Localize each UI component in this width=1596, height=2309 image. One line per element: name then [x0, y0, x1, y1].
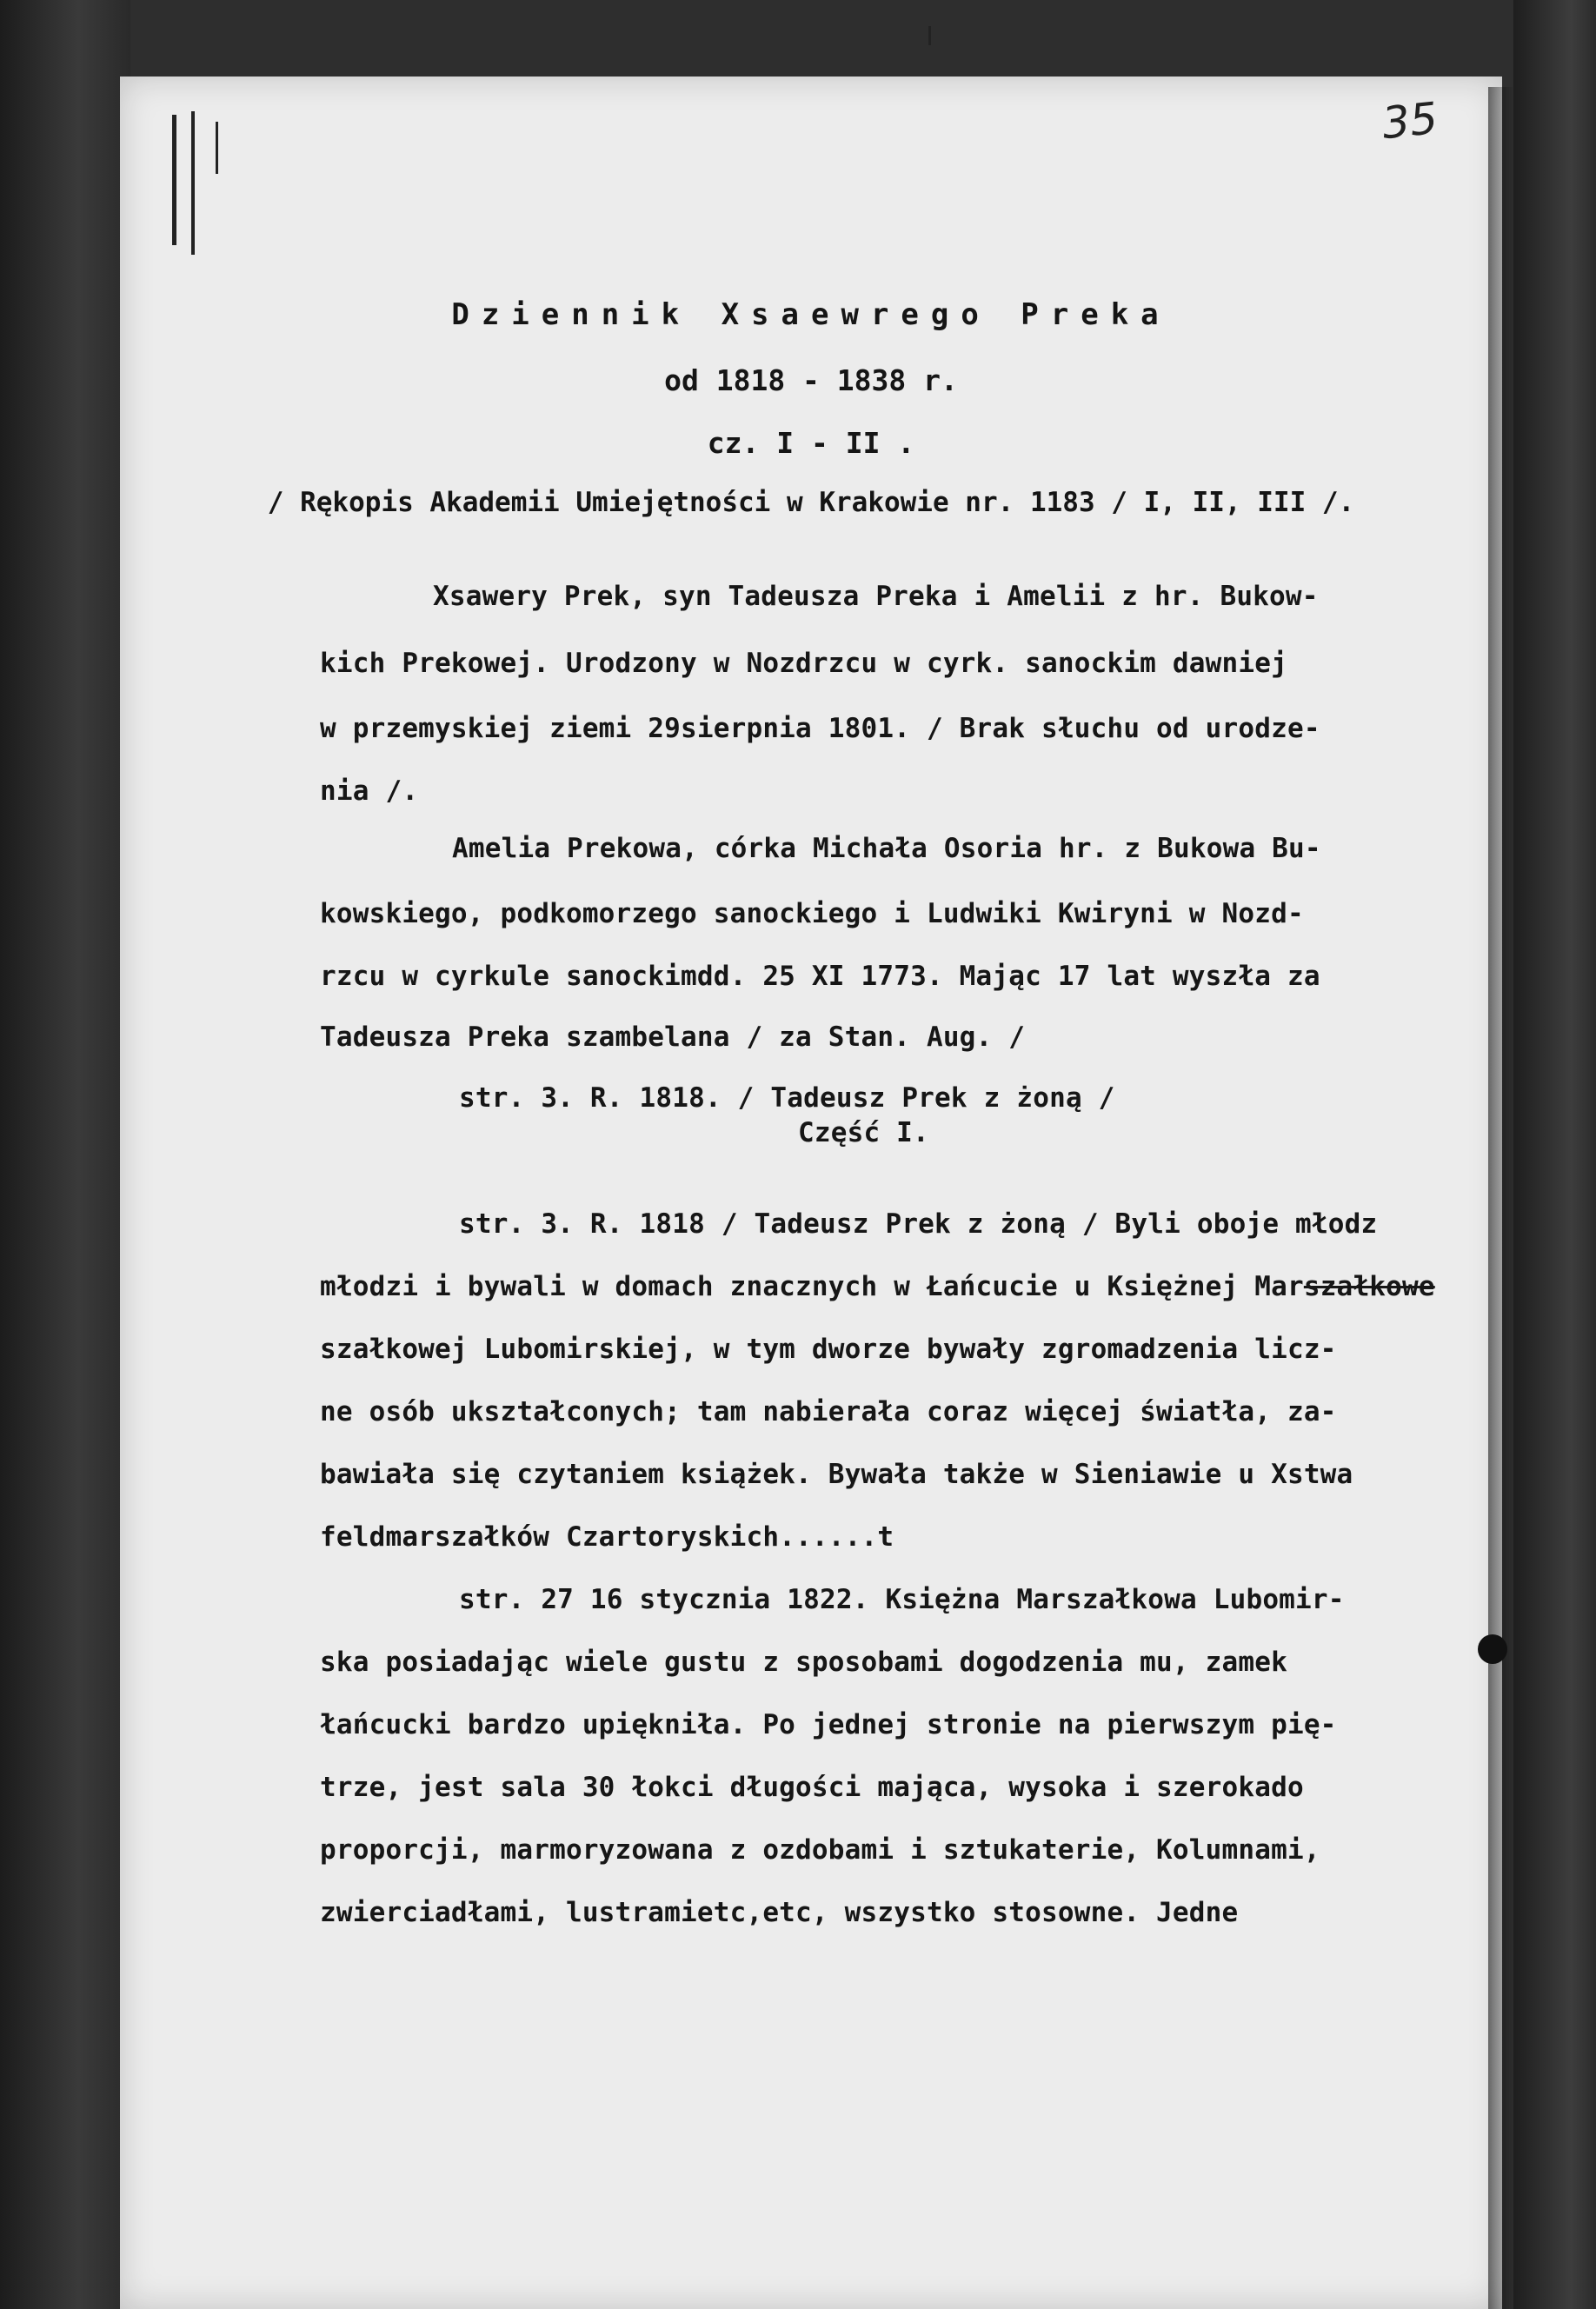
text-line: zwierciadłami, lustramietc,etc, wszystko stosowne. Jedne: [320, 1897, 1239, 1928]
document-page: [120, 77, 1502, 2309]
margin-mark: [928, 26, 931, 45]
margin-mark: [216, 122, 218, 174]
document-source: / Rękopis Akademii Umiejętności w Krakowie nr. 1183 / I, II, III /.: [267, 487, 1355, 518]
text-line: feldmarszałków Czartoryskich......t: [320, 1521, 894, 1553]
text-line: szałkowej Lubomirskiej, w tym dworze bywały zgromadzenia licz-: [320, 1334, 1337, 1365]
margin-mark: [191, 111, 195, 255]
scan-dark-border-right: [1513, 0, 1596, 2309]
text-line: trze, jest sala 30 łokci długości mająca, wysoka i szerokado: [320, 1772, 1304, 1803]
text-line: [320, 1271, 1435, 1302]
text-line: w przemyskiej ziemi 29sierpnia 1801. / Brak słuchu od urodze-: [320, 713, 1320, 744]
text-line: ska posiadając wiele gustu z sposobami dogodzenia mu, zamek: [320, 1647, 1287, 1678]
scan-dark-border-left: [0, 0, 130, 2309]
text-line: str. 27 16 stycznia 1822. Księżna Marszałkowa Lubomir-: [459, 1584, 1345, 1615]
text-line: kowskiego, podkomorzego sanockiego i Ludwiki Kwiryni w Nozd-: [320, 898, 1304, 929]
ink-blot: [1478, 1634, 1507, 1664]
text-line-part: młodzi i bywali w domach znacznych w Łańcucie u Księżnej Mar: [320, 1271, 1304, 1302]
text-line: bawiała się czytaniem książek. Bywała także w Sieniawie u Xstwa: [320, 1459, 1353, 1490]
struck-text: szałkowe: [1303, 1271, 1435, 1302]
text-line: proporcji, marmoryzowana z ozdobami i sztukaterie, Kolumnami,: [320, 1834, 1320, 1866]
text-line: łańcucki bardzo upiękniła. Po jednej stronie na pierwszym pię-: [320, 1709, 1337, 1740]
text-line: Xsawery Prek, syn Tadeusza Preka i Amelii z hr. Bukow-: [433, 581, 1319, 612]
margin-mark: [172, 115, 176, 245]
page-number: 35: [1380, 92, 1440, 150]
document-title: Dziennik Xsaewrego Preka: [451, 297, 1171, 332]
text-line: str. 3. R. 1818 / Tadeusz Prek z żoną / Byli oboje młodz: [459, 1208, 1378, 1240]
text-line: ne osób ukształconych; tam nabierała coraz więcej światła, za-: [320, 1396, 1337, 1427]
section-heading: str. 3. R. 1818. / Tadeusz Prek z żoną /: [459, 1082, 1115, 1114]
text-line: rzcu w cyrkule sanockimdd. 25 XI 1773. Mając 17 lat wyszła za: [320, 961, 1320, 992]
text-line: Amelia Prekowa, córka Michała Osoria hr. z Bukowa Bu-: [452, 833, 1321, 864]
text-line: nia /.: [320, 775, 419, 807]
text-line: kich Prekowej. Urodzony w Nozdrzcu w cyrk. sanockim dawniej: [320, 648, 1287, 679]
text-line: Tadeusza Preka szambelana / za Stan. Aug. /: [320, 1021, 1026, 1053]
page-edge-shadow: [1488, 87, 1514, 2309]
document-parts: cz. I - II .: [707, 426, 915, 460]
section-part-label: Część I.: [798, 1117, 929, 1148]
document-years: od 1818 - 1838 r.: [664, 363, 958, 397]
